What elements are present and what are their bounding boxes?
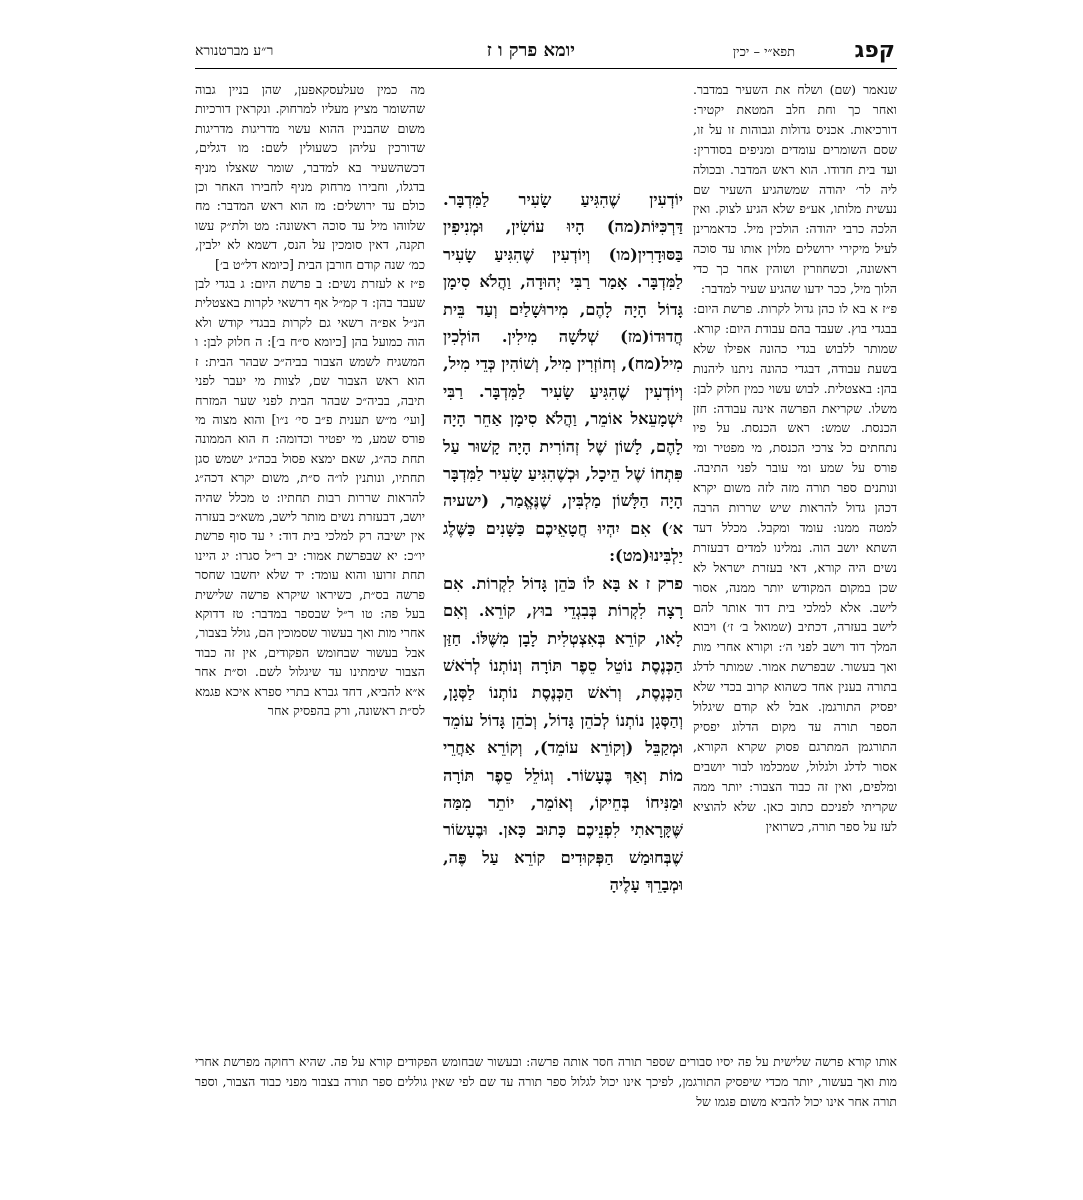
commentary-range: תפא״י – יכין [732, 45, 795, 60]
header-rule [195, 68, 897, 69]
commentary-paragraph: שנאמר (שם) ושלח את השעיר במדבר. ואחר כך וחת חלב המטאת יקטיר: דורכיאות. אכניס גדולות וגבוהות זו על זו, שסם השומרים עומדים ומניפים בסודרין: ועד בית חדודו. הוא ראש המדבר. ובכולה ליה לר׳ יהודה שמשהגיע השעיר שם נעשית מלותו, אע״פ שלא הגיע לצוק. ואין הלכה כרבי יהודה: הולכין מיל. כדאמרינן לעיל מיקירי ירושלים מלוין אותו עד סוכה ראשונה, וכשחוזרין ושוהין אחר כך כדי הלוך מיל, ככר ידעו שהגיע שעיר למדבר: [693, 82, 897, 297]
mishnah-paragraph: פרק ז א בָּא לוֹ כֹּהֵן גָּדוֹל לִקְרוֹת. אִם רָצָה לִקְרוֹת בְּבִגְדֵי בוּץ, קוֹרֵא. וְאִם לָאו, קוֹרֵא בְּאִצְטְלִית לָבָן מִשֶּׁלּוֹ. חַזַּן הַכְּנֶסֶת נוֹטֵל סֵפֶר תּוֹרָה וְנוֹתְנוֹ לְרֹאשׁ הַכְּנֶסֶת, וְרֹאשׁ הַכְּנֶסֶת נוֹתְנוֹ לַסְּגָן, וְהַסְּגָן נוֹתְנוֹ לְכֹהֵן גָּדוֹל, וְכֹהֵן גָּדוֹל עוֹמֵד וּמְקַבֵּל (וְקוֹרֵא עוֹמֵד), וְקוֹרֵא אַחֲרֵי מוֹת וְאַךְ בֶּעָשׂוֹר. וְגוֹלֵל סֵפֶר תּוֹרָה וּמַנִּיחוֹ בְּחֵיקוֹ, וְאוֹמֵר, יוֹתֵר מִמַּה שֶּׁקָּרָאתִי לִפְנֵיכֶם כָּתוּב כָּאן. וּבֶעָשׂוֹר שֶׁבְּחוּמַשׁ הַפְּקוּדִים קוֹרֵא עַל פֶּה, וּמְבָרֵךְ עָלֶיהָ [443, 573, 683, 895]
commentary-paragraph: פ״ז א לעזרת נשים: ב פרשת היום: ג בגדי לבן שעבד בהן: ד קמ״ל אף דרשאי לקרות באצטלית הנ״ל אפ״ה רשאי גם לקרות בבגדי קודש ולא הוה כמועל בהן [כיומא ס״ח ב׳]: ה חלוק לבן: ו המשגיח לשמש הצבור בביה״כ שבהר הבית: ז הוא ראש הצבור שם, לצוות מי יעבר לפני תיבה, בביה״כ שבהר הבית לפני שער המזרח [ועי׳ מ״ש תענית פ״ב סי׳ נ״ו] והוא מצוה מי פורס שמע, מי יפטיר וכדומה: ח הוא הממונה תחת כה״ג, שאם ימצא פסול בכה״ג ישמש סגן תחתיו, ונותנין לו״ה ס״ת, משום יקרא דכה״ג להראות שררות רבות תחתיו: ט מכלל שהיה יושב, דבעזרת נשים מותר לישב, משא״כ בעזרה אין ישיבה רק למלכי בית דוד: י עד סוף פרשת יו״כ: יא שבפרשת אמור: יב ר״ל סגרו: יג היינו תחת זרועו והוא עומד: יד שלא יחשבו שחסר פרשה בס״ת, כשיראו שיקרא פרשה שלישית בעל פה: טו ר״ל שבספר במדבר: טז דדוקא אחרי מות ואך בעשור שסמוכין הם, גולל בצבור, אבל בעשור שבחומש הפקודים, אין זה כבוד הצבור שימתינו עד שיגלול לשם. וס״ת אחר א״א להביא, דחד גברא בתרי ספרא איכא פגמא לס״ת ראשונה, ורק בהפסיק אחר [195, 276, 425, 718]
commentary-name: ר״ע מברטנורא [195, 43, 274, 59]
page-header [195, 38, 895, 64]
bottom-paragraph: אותו קורא פרשה שלישית על פה יסיו סבורים שספר תורה חסר אותה פרשה: ובעשור שבחומש הפקודים קורא על פה. שהיא רחוקה מפרשת אחרי מות ואך בעשור, יותר מכדי שיפסיק התורגמן, לפיכך אינו יכול לגלול ספר תורה עד שם לפי שאין גוללים ספר תורה בצבור מפני כבוד הצבור, וספר תורה אחר אינו יכול להביא משום פגמו של [195, 1054, 897, 1109]
commentary-paragraph: פ״ז א בא לו כהן גדול לקרות. פרשת היום: בבגדי בוץ. שעבד בהם עבודת היום: קורא. שמותר ללבוש בגדי כהונה אפילו שלא בשעת עבודה, דבגדי כהונה ניתנו ליהנות בהן: באצטלית. לבוש עשוי כמין חלוק לבן: משלו. שקריאת הפרשה אינה עבודה: חזן הכנסת. שמש: ראש הכנסת. על פיו נתחתים כל צרכי הכנסת, מי מפטיר ומי פורס על שמע ומי עובר לפני התיבה. ונותנים ספר תורה מזה לזה משום יקרא דכהן גדול להראות שיש שררות הרבה למטה ממנו: עומד ומקבל. מכלל דעד השתא יושב הוה. נמלינו למדים דבעזרת נשים היה קורא, דאי בעזרת ישראל לא שכן במקום המקודש יותר ממנה, אסור לישב. אלא למלכי בית דוד אותר להם לישב בעזרה, דכתיב (שמואל ב׳ ז׳) ויבוא המלך דוד וישב לפני ה׳: וקורא אחרי מות ואך בעשור. שבפרשת אמור. שמותר לדלג בתורה בענין אחד כשהוא קרוב בכדי שלא יפסיק התורגמן. אבל לא קודם שיגלול הספר תורה עד מקום הדלוג יפסיק התורגמן המתרגם פסוק שקרא הקורא, אסור לדלג ולגלול, שמכלמו לבור יושבים ומלפים, ואין זה כבוד הצבור: יותר ממה שקריתי לפניכם כתוב כאן. שלא להוציא לעז על ספר תורה, כשרואין [693, 300, 897, 834]
commentary-paragraph: מה כמין טעלעסקאפען, שהן בניין גבוה שהשומר מציץ מעליו למרחוק. ונקראין דורכיות משום שהבניין ההוא עשוי מדריגות מדריגות שדורכין עליהן כשעולין לשם: מו דגלים, דכשהשעיר בא למדבר, שומר שאצלו מניף בדגלו, וחבירו מרחוק מניף לחבירו האחר וכן כולם עד ירושלים: מז הוא ראש המדבר: מח שלווהו מיל עד סוכה ראשונה: מט ולת״ק עשו תקנה, דאין סומכין על הנס, דשמא לא ילבין, כמ׳ שנה קודם חורבן הבית [כיומא דל״ט ב׳] [195, 82, 425, 272]
mishnah-paragraph: יוֹדְעִין שֶׁהִגִּיעַ שָׂעִיר לַמִּדְבָּר. דַּרְכִּיּוֹת(מה) הָיוּ עוֹשִׂין, וּמְנִיפִין בַּסּוּדָרִין(מו) וְיוֹדְעִין שֶׁהִגִּיעַ שָׂעִיר לַמִּדְבָּר. אָמַר רַבִּי יְהוּדָה, וַהֲלֹא סִימָן גָּדוֹל הָיָה לָהֶם, מִירוּשָׁלַיִם וְעַד בֵּית חֲדוּדוֹ(מז) שְׁלֹשָׁה מִילִין. הוֹלְכִין מִיל(מח), וְחוֹזְרִין מִיל, וְשׁוֹהִין כְּדֵי מִיל, וְיוֹדְעִין שֶׁהִגִּיעַ שָׂעִיר לַמִּדְבָּר. רַבִּי יִשְׁמָעֵאל אוֹמֵר, וַהֲלֹא סִימָן אַחֵר הָיָה לָהֶם, לָשׁוֹן שֶׁל זְהוֹרִית הָיָה קָשׁוּר עַל פִּתְחוֹ שֶׁל הֵיכָל, וּכְשֶׁהִגִּיעַ שָׂעִיר לַמִּדְבָּר הָיָה הַלָּשׁוֹן מַלְבִּין, שֶׁנֶּאֱמַר, (ישעיה א׳) אִם יִהְיוּ חֲטָאֵיכֶם כַּשָּׁנִים כַּשֶּׁלֶג יַלְבִּינוּ(מט): [443, 190, 683, 566]
bottom-commentary [195, 1052, 897, 1112]
page-number: קפג [854, 38, 895, 63]
tiferet-yisrael-commentary-column [195, 80, 425, 720]
bartenura-commentary-column [693, 80, 897, 836]
mishnah-main-text [443, 186, 683, 899]
tractate-title: יומא פרק ו ז [486, 40, 575, 61]
